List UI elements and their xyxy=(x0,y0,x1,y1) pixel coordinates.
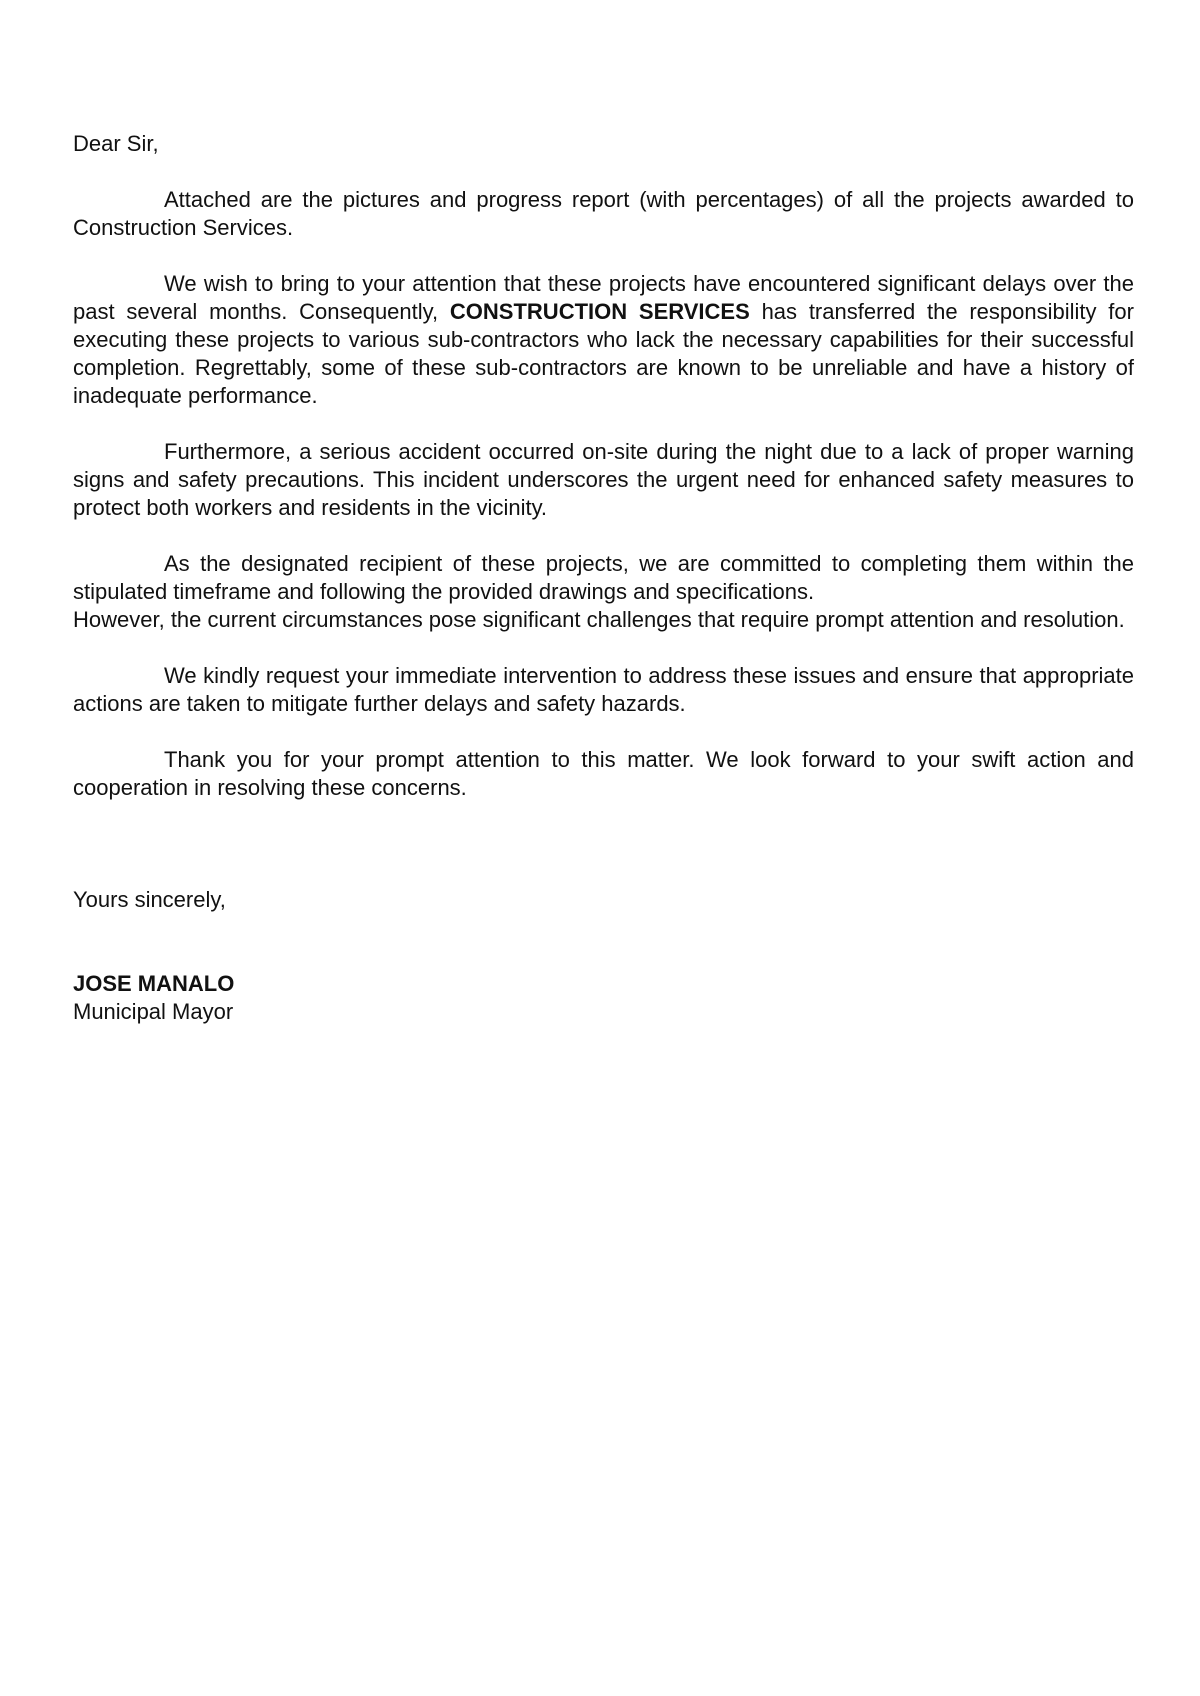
paragraph-request: We kindly request your immediate intervention to address these issues and ensure that appropriate actions are taken to mitigate further delays and safety hazards. xyxy=(73,663,1134,716)
paragraph-accident: Furthermore, a serious accident occurred on-site during the night due to a lack of proper warning signs and safety precautions. This incident underscores the urgent need for enhanced safety measures to protect both workers and residents in the vicinity. xyxy=(73,439,1134,520)
salutation: Dear Sir, xyxy=(73,131,159,156)
paragraph-attachments: Attached are the pictures and progress report (with percentages) of all the projects awarded to Construction Services. xyxy=(73,187,1134,240)
paragraph-delays-text-start: We wish to bring to your attention that these projects have encountered significant delays over the past several months. Consequently, xyxy=(73,271,1134,324)
letter-body xyxy=(73,130,1134,1026)
signatory-name: JOSE MANALO xyxy=(73,971,235,996)
paragraph-thanks: Thank you for your prompt attention to this matter. We look forward to your swift action and cooperation in resolving these concerns. xyxy=(73,747,1134,800)
signatory-title: Municipal Mayor xyxy=(73,999,234,1024)
paragraph-delays-text-end: has transferred the responsibility for executing these projects to various sub-contractors who lack the necessary capabilities for their successful completion. Regrettably, some of these sub-contractors are known to be unreliable and have a history of inadequate performance. xyxy=(73,299,1134,408)
paragraph-delays xyxy=(73,270,1134,410)
company-name-bold: CONSTRUCTION SERVICES xyxy=(449,299,750,324)
paragraph-commitment: As the designated recipient of these projects, we are committed to completing them within the stipulated timeframe and following the provided drawings and specifications. xyxy=(73,551,1134,604)
paragraph-challenges: However, the current circumstances pose significant challenges that require prompt attention and resolution. xyxy=(73,607,1125,632)
closing: Yours sincerely, xyxy=(73,887,226,912)
